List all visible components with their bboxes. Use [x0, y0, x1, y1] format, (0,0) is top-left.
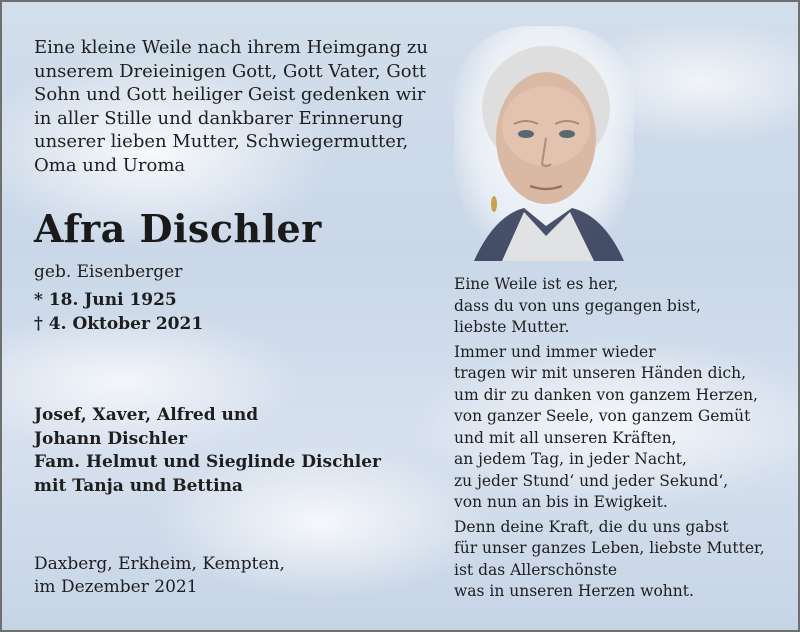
portrait-eye-left [518, 130, 534, 138]
poem-line: an jedem Tag, in jeder Nacht, [454, 450, 687, 468]
maiden-name: geb. Eisenberger [34, 262, 183, 282]
mourners-line: Johann Dischler [34, 428, 188, 449]
mourners-list [34, 404, 381, 498]
poem-line: was in unseren Herzen wohnt. [454, 582, 694, 600]
intro-line: unserer lieben Mutter, Schwiegermutter, [34, 131, 409, 152]
poem-line: ist das Allerschönste [454, 560, 618, 579]
intro-line: Eine kleine Weile nach ihrem Heimgang zu [34, 37, 428, 58]
poem-line: um dir zu danken von ganzem Herzen, [454, 385, 758, 404]
poem-line: Immer und immer wieder [454, 342, 656, 361]
intro-line: unserem Dreieinigen Gott, Gott Vater, Gott [34, 60, 427, 82]
poem-line: und mit all unseren Kräften, [454, 428, 677, 447]
place-line: Daxberg, Erkheim, Kempten, [34, 554, 285, 574]
poem-line: tragen wir mit unseren Händen dich, [454, 364, 747, 382]
mourners-line: mit Tanja und Bettina [34, 475, 243, 496]
poem-line: für unser ganzes Leben, liebste Mutter, [454, 539, 765, 557]
portrait-earring [491, 196, 497, 212]
poem-line: Denn deine Kraft, die du uns gabst [454, 517, 729, 536]
poem-line: dass du von uns gegangen bist, [454, 296, 701, 315]
portrait-photo [454, 26, 634, 261]
intro-line: Sohn und Gott heiliger Geist gedenken wir [34, 84, 426, 105]
poem-stanza-3 [454, 517, 784, 603]
poem-stanza-2 [454, 342, 784, 514]
poem-line: Eine Weile ist es her, [454, 275, 619, 293]
intro-line: in aller Stille und dankbarer Erinnerung [34, 107, 404, 129]
poem [454, 274, 784, 606]
place-and-date [34, 553, 285, 599]
portrait-illustration [454, 26, 634, 261]
intro-line: Oma und Uroma [34, 154, 186, 176]
intro-text [34, 36, 434, 177]
life-dates [34, 288, 203, 336]
mourners-line: Josef, Xaver, Alfred und [34, 405, 259, 425]
birth-date: * 18. Juni 1925 [34, 290, 177, 310]
portrait-eye-right [559, 130, 575, 138]
poem-line: zu jeder Stund‘ und jeder Sekund‘, [454, 471, 729, 490]
poem-line: von ganzer Seele, von ganzem Gemüt [454, 407, 751, 425]
poem-line: liebste Mutter. [454, 318, 570, 336]
mourners-line: Fam. Helmut und Sieglinde Dischler [34, 452, 382, 472]
date-line: im Dezember 2021 [34, 577, 198, 597]
death-date: † 4. Oktober 2021 [34, 314, 204, 334]
poem-stanza-1 [454, 274, 784, 339]
poem-line: von nun an bis in Ewigkeit. [454, 493, 668, 511]
deceased-name: Afra Dischler [34, 206, 322, 251]
